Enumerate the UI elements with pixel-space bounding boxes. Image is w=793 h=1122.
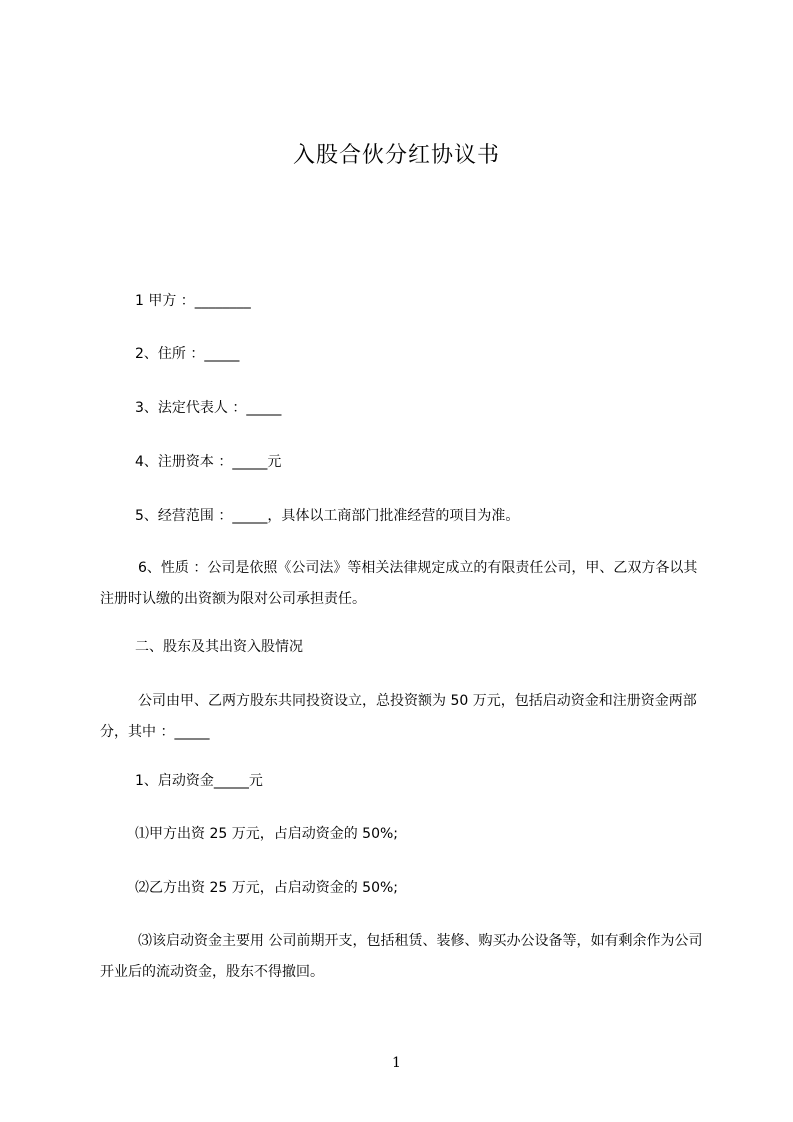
item-party-a-contribution: ⑴甲方出资 25 万元，占启动资金的 50%;: [135, 826, 398, 842]
item-party-b-contribution: ⑵乙方出资 25 万元，占启动资金的 50%;: [135, 880, 398, 896]
section-heading-shareholders: 二、股东及其出资入股情况: [135, 639, 303, 655]
clause-business-scope: 5、经营范围 ：_____，具体以工商部门批准经营的项目为准。: [135, 508, 520, 524]
page-number: 1: [392, 1055, 401, 1071]
clause-address: 2、住所 ：_____: [135, 346, 240, 362]
clause-nature-paragraph: 6、性质 ：公司是依照《公司法》等相关法律规定成立的有限责任公司，甲、乙双方各以其注册时认缴的出资额为限对公司承担责任。: [100, 560, 698, 607]
clause-registered-capital: 4、注册资本 ：_____元: [135, 454, 282, 470]
item-funds-usage-paragraph: ⑶该启动资金主要用 公司前期开支，包括租赁、装修、购买办公设备等，如有剩余作为公司开业后的流动资金，股东不得撤回。: [100, 933, 703, 980]
startup-funds-line: 1、启动资金_____元: [135, 773, 263, 789]
clause-legal-rep: 3、法定代表人 ：_____: [135, 400, 282, 416]
clause-party-a: 1 甲方 ：________: [135, 293, 251, 309]
investment-paragraph: 公司由甲、乙两方股东共同投资设立，总投资额为 50 万元，包括启动资金和注册资金两部分，其中 ：_____: [100, 693, 697, 740]
page-title: 入股合伙分红协议书: [292, 143, 500, 168]
